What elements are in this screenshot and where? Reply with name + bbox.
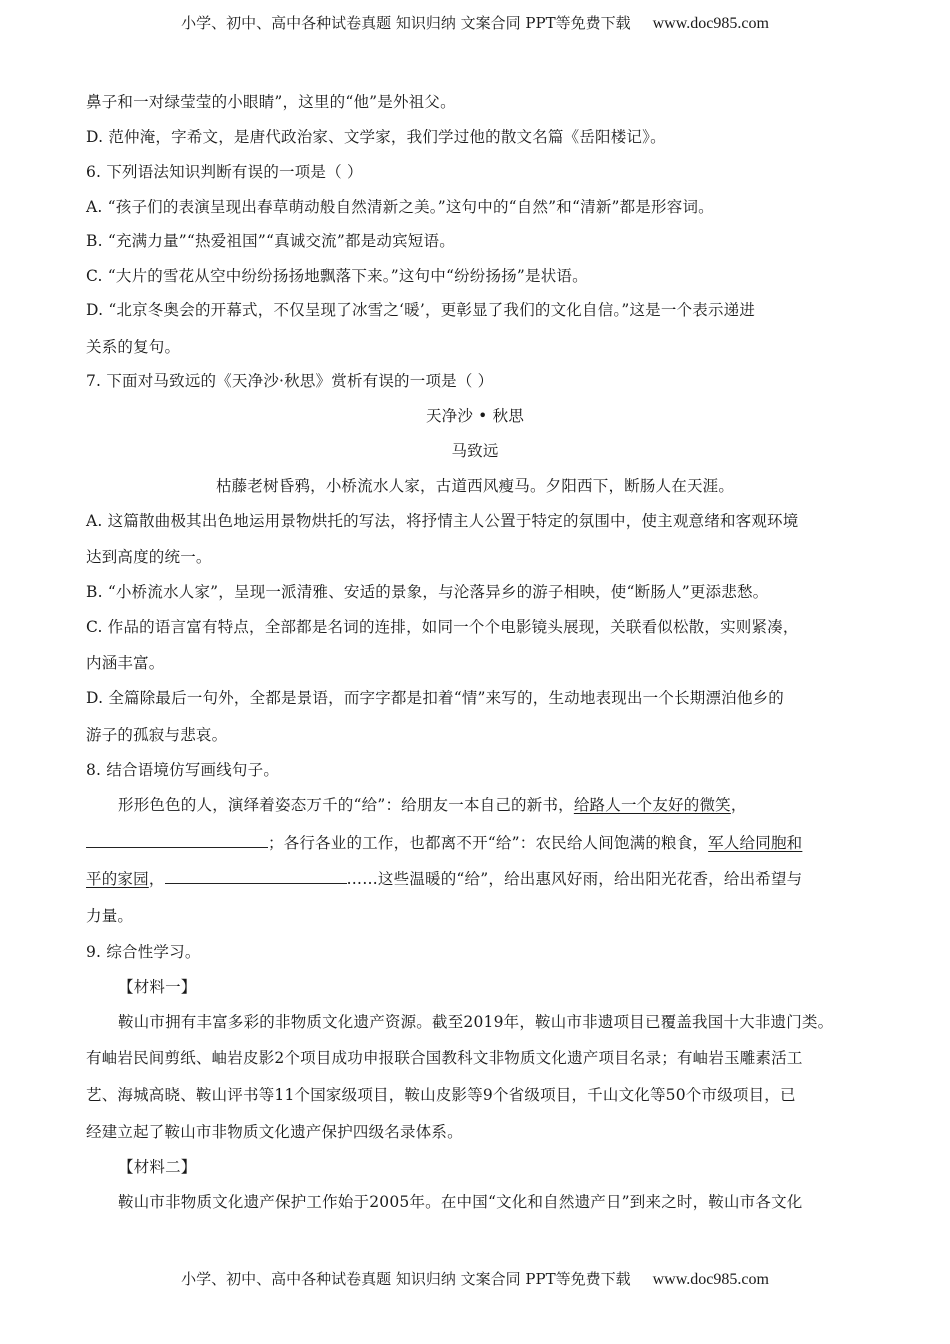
q8-underlined-sentence-2a: 军人给同胞和 bbox=[708, 834, 803, 852]
q8-line1 bbox=[118, 793, 747, 815]
q7-option-c-line1: C. 作品的语言富有特点，全部都是名词的连排，如同一个个电影镜头展现，关联看似松散，实则紧凑， bbox=[86, 618, 799, 636]
q5-continuation: 鼻子和一对绿莹莹的小眼睛”，这里的“他”是外祖父。 bbox=[86, 93, 456, 111]
q8-line1-text: 形形色色的人，演绎着姿态万千的“给”：给朋友一本自己的新书， bbox=[118, 796, 574, 814]
footer-text: 小学、初中、高中各种试卷真题 知识归纳 文案合同 PPT等免费下载 bbox=[181, 1270, 631, 1288]
material-1-line2: 有岫岩民间剪纸、岫岩皮影2个项目成功申报联合国教科文非物质文化遗产项目名录；有岫岩玉雕素活工 bbox=[86, 1049, 803, 1067]
q8-line3-comma: ， bbox=[148, 870, 165, 888]
q7-option-a-line2: 达到高度的统一。 bbox=[86, 548, 212, 566]
header-text: 小学、初中、高中各种试卷真题 知识归纳 文案合同 PPT等免费下载 bbox=[181, 14, 631, 32]
q8-line3 bbox=[86, 867, 802, 889]
answer-blank-1[interactable] bbox=[86, 846, 268, 848]
material-1-line4: 经建立起了鞍山市非物质文化遗产保护四级名录体系。 bbox=[86, 1123, 463, 1141]
q8-underlined-sentence-1: 给路人一个友好的微笑 bbox=[573, 796, 731, 814]
q6-option-d-line1: D. “北京冬奥会的开幕式，不仅呈现了冰雪之‘暖’，更彰显了我们的文化自信。”这是一个表示递进 bbox=[86, 301, 756, 319]
q7-option-d-line1: D. 全篇除最后一句外，全都是景语，而字字都是扣着“情”来写的，生动地表现出一个长期漂泊他乡的 bbox=[86, 689, 784, 707]
q7-option-a-line1: A. 这篇散曲极其出色地运用景物烘托的写法，将抒情主人公置于特定的氛围中，使主观意绪和客观环境 bbox=[86, 512, 799, 530]
poem-author: 马致远 bbox=[451, 442, 499, 460]
q7-option-d-line2: 游子的孤寂与悲哀。 bbox=[86, 726, 228, 744]
material-2-line1: 鞍山市非物质文化遗产保护工作始于2005年。在中国“文化和自然遗产日”到来之时，鞍山市各文化 bbox=[118, 1193, 803, 1211]
q6-option-d-line2: 关系的复句。 bbox=[86, 338, 181, 356]
q8-underlined-sentence-2b: 平的家园 bbox=[86, 870, 149, 888]
q7-option-c-line2: 内涵丰富。 bbox=[86, 654, 165, 672]
q8-line1-end: ， bbox=[730, 796, 747, 814]
q8-line2-text: ；各行各业的工作，也都离不开“给”：农民给人间饱满的粮食， bbox=[268, 834, 709, 852]
q6-stem: 6. 下列语法知识判断有误的一项是（ ） bbox=[86, 163, 363, 181]
q8-line3-text: ……这些温暖的“给”，给出惠风好雨，给出阳光花香，给出希望与 bbox=[346, 870, 803, 888]
q6-option-b: B. “充满力量”“热爱祖国”“真诚交流”都是动宾短语。 bbox=[86, 232, 455, 250]
q7-option-b: B. “小桥流水人家”，呈现一派清雅、安适的景象，与沦落异乡的游子相映，使“断肠人”更添悲愁。 bbox=[86, 583, 769, 601]
q5-option-d: D. 范仲淹，字希文，是唐代政治家、文学家，我们学过他的散文名篇《岳阳楼记》。 bbox=[86, 128, 666, 146]
answer-blank-2[interactable] bbox=[165, 882, 347, 884]
page-header bbox=[0, 12, 950, 33]
poem-title: 天净沙 • 秋思 bbox=[425, 407, 525, 425]
poem-text: 枯藤老树昏鸦，小桥流水人家，古道西风瘦马。夕阳西下，断肠人在天涯。 bbox=[215, 477, 735, 495]
material-1-title: 【材料一】 bbox=[118, 978, 197, 996]
page-footer bbox=[0, 1268, 950, 1289]
q8-line4: 力量。 bbox=[86, 907, 134, 925]
q8-line2 bbox=[86, 831, 802, 853]
q7-stem: 7. 下面对马致远的《天净沙·秋思》赏析有误的一项是（ ） bbox=[86, 372, 494, 390]
q9-stem: 9. 综合性学习。 bbox=[86, 943, 201, 961]
footer-url[interactable]: www.doc985.com bbox=[652, 1271, 769, 1288]
q6-option-c: C. “大片的雪花从空中纷纷扬扬地飘落下来。”这句中“纷纷扬扬”是状语。 bbox=[86, 267, 588, 285]
material-2-title: 【材料二】 bbox=[118, 1158, 197, 1176]
q8-stem: 8. 结合语境仿写画线句子。 bbox=[86, 761, 280, 779]
q6-option-a: A. “孩子们的表演呈现出春草萌动般自然清新之美。”这句中的“自然”和“清新”都是形容词。 bbox=[86, 198, 714, 216]
material-1-line3: 艺、海城高晓、鞍山评书等11个国家级项目，鞍山皮影等9个省级项目，千山文化等50个市级项目，已 bbox=[86, 1086, 796, 1104]
material-1-line1: 鞍山市拥有丰富多彩的非物质文化遗产资源。截至2019年，鞍山市非遗项目已覆盖我国十大非遗门类。 bbox=[118, 1013, 834, 1031]
header-url[interactable]: www.doc985.com bbox=[652, 15, 769, 32]
